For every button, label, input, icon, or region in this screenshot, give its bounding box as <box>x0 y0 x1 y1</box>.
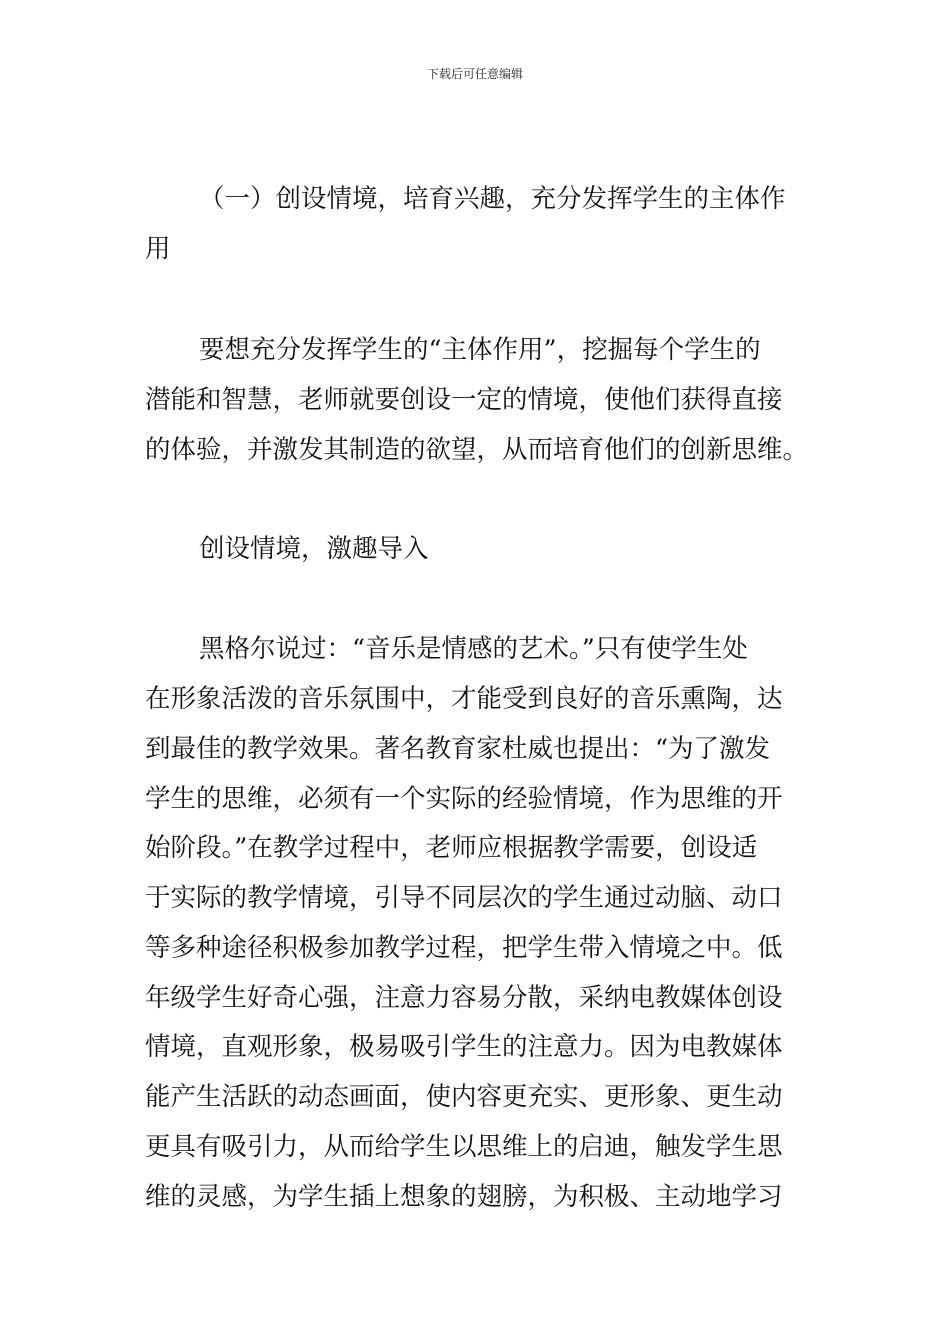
page-header: 下载后可任意编辑 <box>426 67 523 81</box>
section-heading-line-1: （一）创设情境，培育兴趣，充分发挥学生的主体作 <box>199 184 786 214</box>
paragraph2-line-8: 年级学生好奇心强，注意力容易分散，采纳电教媒体创设 <box>145 983 783 1013</box>
paragraph2-line-12: 维的灵感，为学生插上想象的翅膀，为积极、主动地学习 <box>145 1182 783 1212</box>
paragraph2-line-11: 更具有吸引力，从而给学生以思维上的启迪，触发学生思 <box>145 1132 783 1162</box>
paragraph2-line-4: 学生的思维，必须有一个实际的经验情境，作为思维的开 <box>145 784 783 814</box>
section-heading-line-2: 用 <box>145 234 171 264</box>
paragraph2-line-6: 于实际的教学情境，引导不同层次的学生通过动脑、动口 <box>145 883 783 913</box>
paragraph2-line-3: 到最佳的教学效果。著名教育家杜威也提出：“为了激发 <box>145 734 771 764</box>
paragraph2-line-10: 能产生活跃的动态画面，使内容更充实、更形象、更生动 <box>145 1082 783 1112</box>
paragraph1-line-3: 的体验，并激发其制造的欲望，从而培育他们的创新思维。 <box>145 435 809 465</box>
paragraph1-line-1: 要想充分发挥学生的“主体作用”，挖掘每个学生的 <box>199 335 761 365</box>
paragraph1-line-2: 潜能和智慧，老师就要创设一定的情境，使他们获得直接 <box>145 385 783 415</box>
subheading: 创设情境，激趣导入 <box>199 534 429 564</box>
paragraph2-line-7: 等多种途径积极参加教学过程，把学生带入情境之中。低 <box>145 933 783 963</box>
paragraph2-line-9: 情境，直观形象，极易吸引学生的注意力。因为电教媒体 <box>145 1032 783 1062</box>
paragraph2-line-2: 在形象活泼的音乐氛围中，才能受到良好的音乐熏陶，达 <box>145 684 783 714</box>
paragraph2-line-5: 始阶段。”在教学过程中，老师应根据教学需要，创设适 <box>145 833 758 863</box>
paragraph2-line-1: 黑格尔说过：“音乐是情感的艺术。”只有使学生处 <box>199 634 748 664</box>
